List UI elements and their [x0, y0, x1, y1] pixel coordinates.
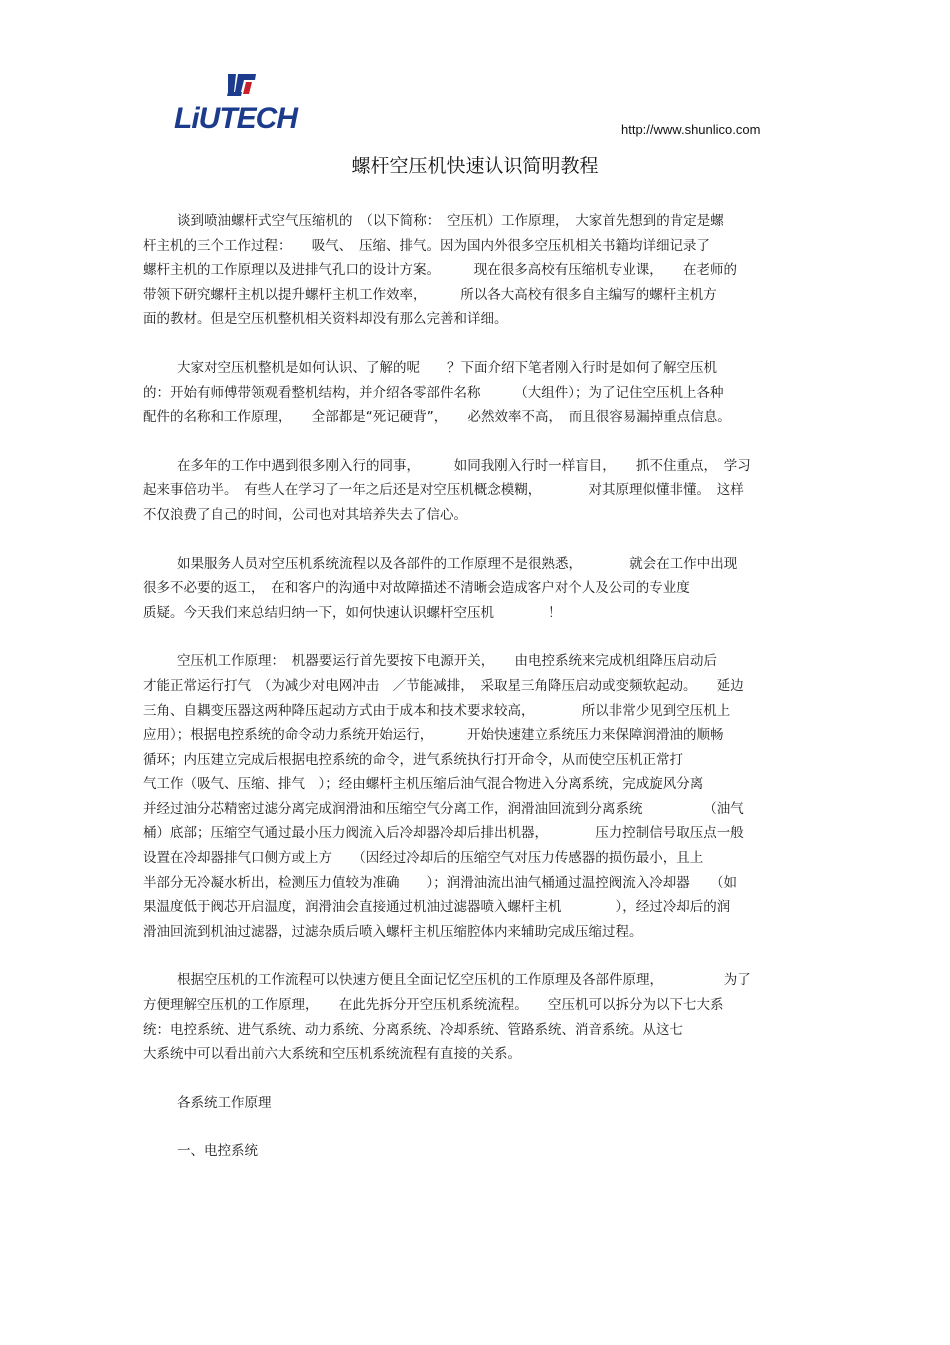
document-body [143, 209, 805, 1188]
text-line: 统：电控系统、进气系统、动力系统、分离系统、冷却系统、管路系统、消音系统。从这七 [143, 1021, 683, 1038]
document-title: 螺杆空压机快速认识简明教程 [351, 155, 599, 177]
text-line: 的：开始有师傅带领观看整机结构，并介绍各零部件名称 （大组件）；为了记住空压机上各种 [143, 384, 724, 401]
paragraph-learning [143, 356, 805, 430]
paragraph-colleagues [143, 454, 805, 528]
text-line: 滑油回流到机油过滤器，过滤杂质后喷入螺杆主机压缩腔体内来辅助完成压缩过程。 [143, 923, 643, 940]
text-line: 杆主机的三个工作过程： 吸气、 压缩、排气。因为国内外很多空压机相关书籍均详细记录了 [143, 237, 710, 254]
paragraph-working-principle [143, 649, 805, 944]
svg-text:LiUTECH: LiUTECH [174, 102, 297, 132]
text-line: 配件的名称和工作原理， 全部都是“死记硬背”， 必然效率不高， 而且很容易漏掉重点信息。 [143, 409, 731, 426]
text-line: 带领下研究螺杆主机以提升螺杆主机工作效率， 所以各大高校有很多自主编写的螺杆主机方 [143, 286, 717, 303]
text-line: 果温度低于阀芯开启温度，润滑油会直接通过机油过滤器喷入螺杆主机 ），经过冷却后的润 [143, 899, 731, 916]
text-line: 谈到喷油螺杆式空气压缩机的 （以下简称： 空压机）工作原理， 大家首先想到的肯定是螺 [177, 213, 724, 229]
paragraph-service [143, 552, 805, 626]
text-line: 面的教材。但是空压机整机相关资料却没有那么完善和详细。 [143, 311, 508, 328]
text-line: 三角、自耦变压器这两种降压起动方式由于成本和技术要求较高， 所以非常少见到空压机上 [143, 702, 731, 719]
paragraph-seven-systems [143, 968, 805, 1066]
text-line: 并经过油分芯精密过滤分离完成润滑油和压缩空气分离工作，润滑油回流到分离系统 （油气 [143, 800, 744, 817]
paragraph-intro [143, 209, 805, 332]
text-line: 桶）底部；压缩空气通过最小压力阀流入后冷却器冷却后排出机器， 压力控制信号取压点一般 [143, 825, 744, 842]
logo-mark-icon [172, 72, 304, 132]
text-line: 起来事倍功半。 有些人在学习了一年之后还是对空压机概念模糊， 对其原理似懂非懂。 这样 [143, 482, 744, 499]
text-line: 方便理解空压机的工作原理， 在此先拆分开空压机系统流程。 空压机可以拆分为以下七大系 [143, 997, 724, 1014]
text-line: 在多年的工作中遇到很多刚入行的同事， 如同我刚入行时一样盲目， 抓不住重点， 学习 [177, 457, 751, 474]
text-line: 螺杆主机的工作原理以及进排气孔口的设计方案。 现在很多高校有压缩机专业课， 在老师的 [143, 262, 737, 279]
text-line: 空压机工作原理： 机器要运行首先要按下电源开关， 由电控系统来完成机组降压启动后 [177, 653, 717, 670]
text-line: 设置在冷却器排气口侧方或上方 （因经过冷却后的压缩空气对压力传感器的损伤最小，且上 [143, 850, 704, 867]
website-url[interactable]: http://www.shunlico.com [621, 122, 761, 137]
section-heading: 各系统工作原理 [177, 1094, 272, 1111]
text-line: 大家对空压机整机是如何认识、了解的呢 ？下面介绍下笔者刚入行时是如何了解空压机 [177, 359, 717, 376]
text-line: 循环；内压建立完成后根据电控系统的命令，进气系统执行打开命令，从而使空压机正常打 [143, 751, 683, 768]
text-line: 才能正常运行打气 （为减少对电网冲击 ／节能减排， 采取星三角降压启动或变频软起动。 延边 [143, 677, 744, 694]
text-line: 根据空压机的工作流程可以快速方便且全面记忆空压机的工作原理及各部件原理， 为了 [177, 972, 751, 989]
text-line: 气工作（吸气、压缩、排气 ）；经由螺杆主机压缩后油气混合物进入分离系统，完成旋风分离 [143, 776, 704, 793]
text-line: 如果服务人员对空压机系统流程以及各部件的工作原理不是很熟悉， 就会在工作中出现 [177, 555, 738, 572]
text-line: 半部分无冷凝水析出，检测压力值较为准确 ）；润滑油流出油气桶通过温控阀流入冷却器 （如 [143, 874, 737, 891]
text-line: 大系统中可以看出前六大系统和空压机系统流程有直接的关系。 [143, 1046, 521, 1063]
text-line: 不仅浪费了自己的时间，公司也对其培养失去了信心。 [143, 506, 467, 523]
text-line: 应用）；根据电控系统的命令动力系统开始运行， 开始快速建立系统压力来保障润滑油的顺畅 [143, 727, 724, 744]
liutech-logo [172, 72, 304, 132]
text-line: 质疑。今天我们来总结归纳一下，如何快速认识螺杆空压机 ！ [143, 604, 562, 621]
text-line: 很多不必要的返工， 在和客户的沟通中对故障描述不清晰会造成客户对个人及公司的专业度 [143, 580, 690, 597]
subsection-heading: 一、电控系统 [177, 1143, 258, 1160]
